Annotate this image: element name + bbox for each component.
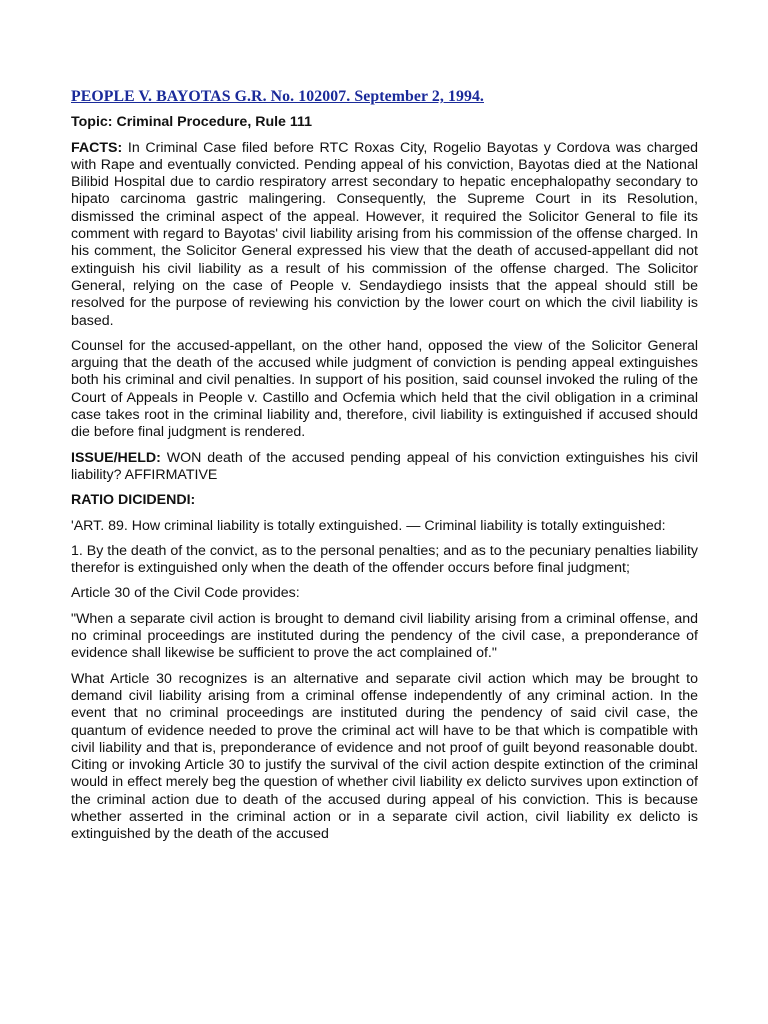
art30-quote: "When a separate civil action is brought to demand civil liability arising from a criminal offense, and no criminal proceedings are instituted during the pendency of the civil case, a preponderance of evidence shall likewise be sufficient to prove the act complained of."	[71, 610, 698, 662]
issue-paragraph	[71, 450, 698, 485]
facts-text: In Criminal Case filed before RTC Roxas City, Rogelio Bayotas y Cordova was charged with Rape and eventually convicted. Pending appeal of his conviction, Bayotas died at the National Bilibid Hospital due to cardio respiratory arrest secondary to hepatic encephalopathy secondary to hipato carcinoma gastric malingering. Consequently, the Supreme Court in its Resolution, dismissed the criminal aspect of the appeal. However, it required the Solicitor General to file its comment with regard to Bayotas' civil liability arising from his commission of the offense charged. In his comment, the Solicitor General expressed his view that the death of accused-appellant did not extinguish his civil liability as a result of his commission of the offense charged. The Solicitor General, relying on the case of People v. Sendaydiego insists that the appeal should still be resolved for the purpose of reviewing his conviction by the lower court on which the civil liability is based.	[71, 139, 698, 329]
counsel-paragraph: Counsel for the accused-appellant, on the other hand, opposed the view of the Solicitor General arguing that the death of the accused while judgment of conviction is pending appeal extinguishes both his criminal and civil penalties. In support of his position, said counsel invoked the ruling of the Court of Appeals in People v. Castillo and Ocfemia which held that the civil obligation in a criminal case takes root in the criminal liability and, therefore, civil liability is extinguished if accused should die before final judgment is rendered.	[71, 337, 698, 441]
art89-paragraph: 'ART. 89. How criminal liability is totally extinguished. — Criminal liability is totally extinguished:	[71, 517, 666, 534]
facts-paragraph	[71, 140, 698, 330]
document-page	[71, 88, 698, 852]
issue-text: WON death of the accused pending appeal of his conviction extinguishes his civil liability? AFFIRMATIVE	[71, 449, 698, 483]
issue-label: ISSUE/HELD:	[71, 449, 161, 466]
art30-analysis: What Article 30 recognizes is an alternative and separate civil action which may be brought to demand civil liability arising from a criminal offense independently of any criminal action. In the event that no criminal proceedings are instituted during the pendency of said civil case, the quantum of evidence needed to prove the criminal act will have to be that which is compatible with civil liability and that is, preponderance of evidence and not proof of guilt beyond reasonable doubt. Citing or invoking Article 30 to justify the survival of the civil action despite extinction of the criminal would in effect merely beg the question of whether civil liability ex delicto survives upon extinction of the criminal action due to death of the accused during appeal of his conviction. This is because whether asserted in the criminal action or in a separate civil action, civil liability ex delicto is extinguished by the death of the accused	[71, 670, 698, 843]
facts-label: FACTS:	[71, 139, 123, 156]
art89-item-1: 1. By the death of the convict, as to the personal penalties; and as to the pecuniary penalties liability therefor is extinguished only when the death of the offender occurs before final judgment;	[71, 542, 699, 577]
art30-intro: Article 30 of the Civil Code provides:	[71, 585, 300, 602]
ratio-heading: RATIO DICIDENDI:	[71, 492, 196, 509]
topic-heading: Topic: Criminal Procedure, Rule 111	[71, 114, 312, 131]
case-title-link[interactable]: PEOPLE V. BAYOTAS G.R. No. 102007. September 2, 1994.	[71, 88, 484, 105]
